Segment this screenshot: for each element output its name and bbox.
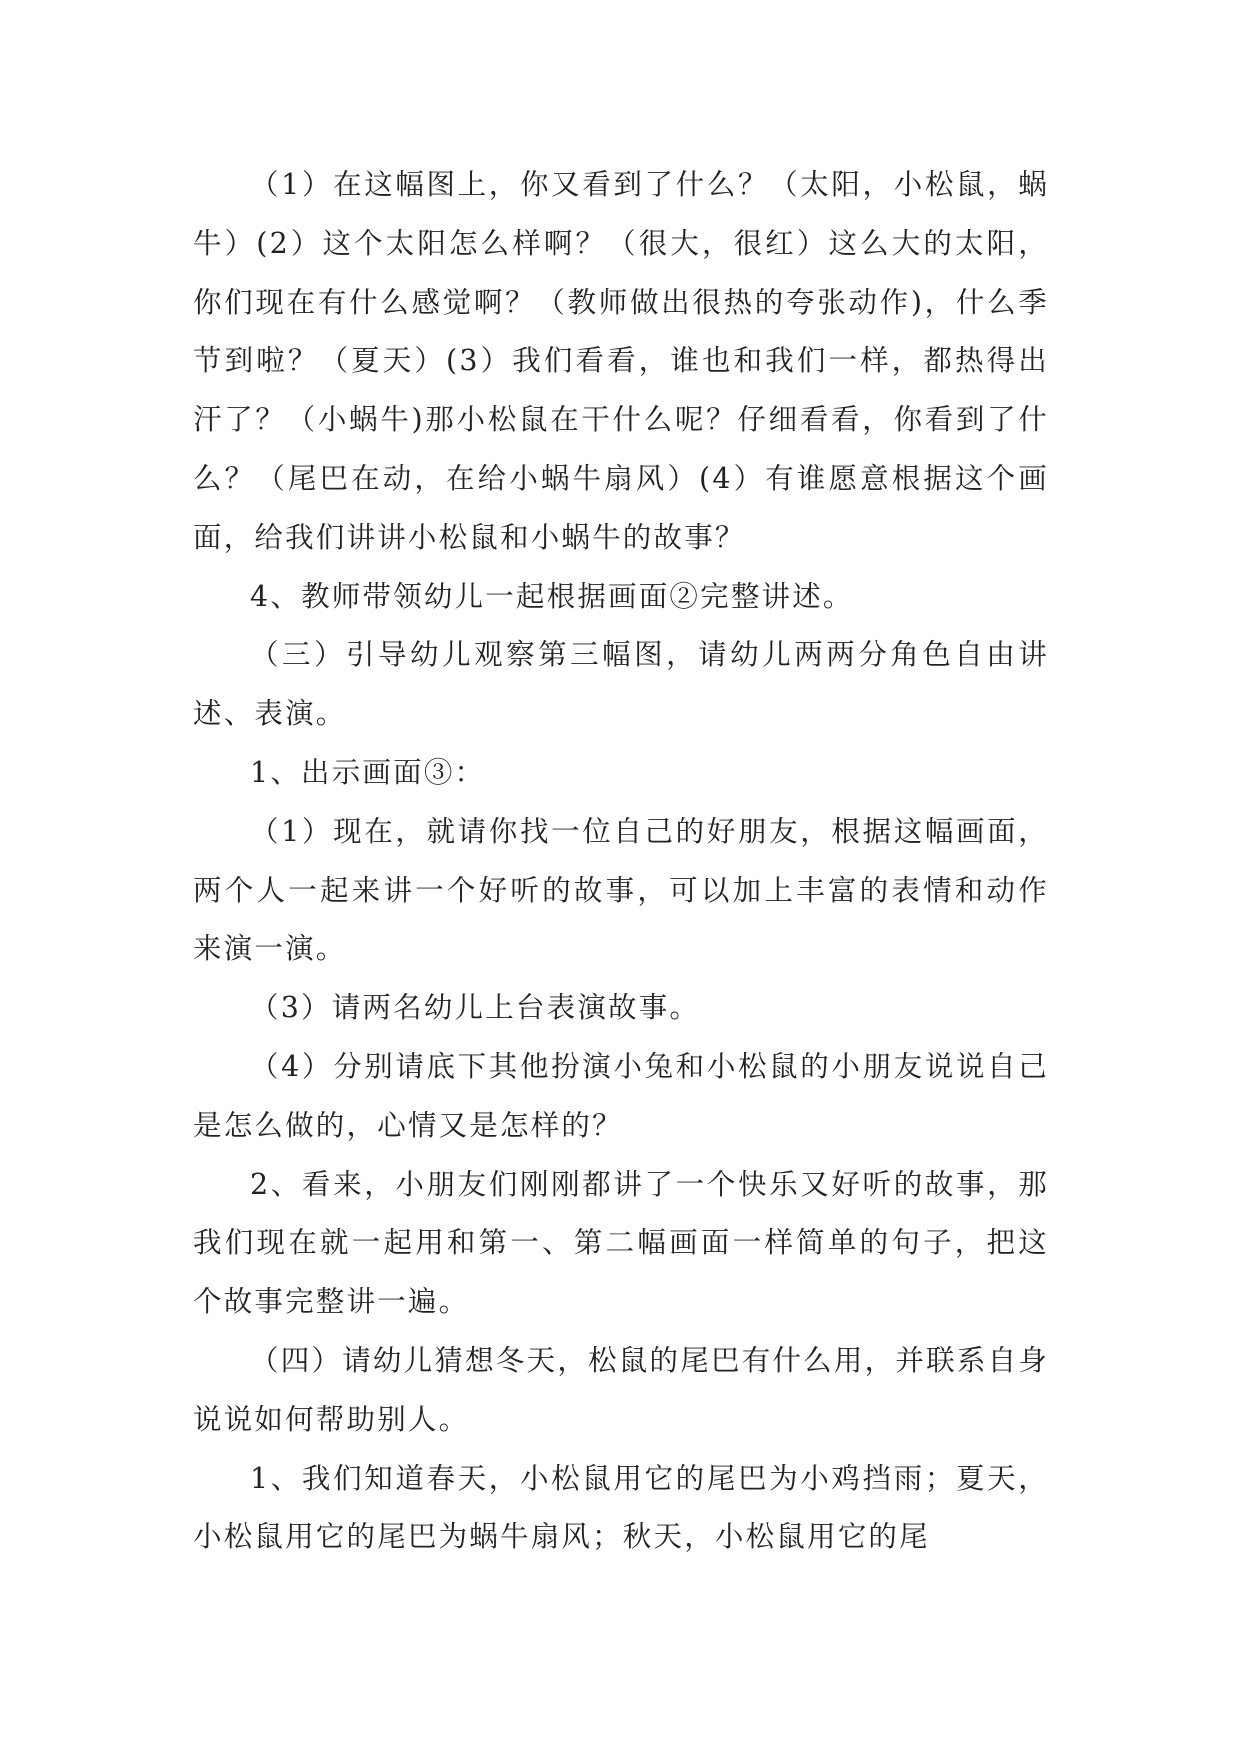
paragraph-1: （1）在这幅图上，你又看到了什么？（太阳，小松鼠，蜗牛）(2）这个太阳怎么样啊？（很大，很红）这么大的太阳，你们现在有什么感觉啊？（教师做出很热的夸张动作)，什么季节到啦？（夏天）(3）我们看看，谁也和我们一样，都热得出汗了？（小蜗牛)那小松鼠在干什么呢？仔细看看，你看到了什么？（尾巴在动，在给小蜗牛扇风）(4）有谁愿意根据这个画面，给我们讲讲小松鼠和小蜗牛的故事？ bbox=[193, 168, 1049, 554]
paragraph-2: 4、教师带领幼儿一起根据画面②完整讲述。 bbox=[250, 579, 854, 613]
paragraph-3: （三）引导幼儿观察第三幅图，请幼儿两两分角色自由讲述、表演。 bbox=[193, 638, 1049, 731]
paragraph-5: （1）现在，就请你找一位自己的好朋友，根据这幅画面，两个人一起来讲一个好听的故事，可以加上丰富的表情和动作来演一演。 bbox=[193, 814, 1049, 966]
paragraph-10: 1、我们知道春天，小松鼠用它的尾巴为小鸡挡雨；夏天，小松鼠用它的尾巴为蜗牛扇风；秋天，小松鼠用它的尾 bbox=[193, 1461, 1049, 1554]
paragraph-4: 1、出示画面③： bbox=[250, 755, 486, 789]
paragraph-7: （4）分别请底下其他扮演小兔和小松鼠的小朋友说说自己是怎么做的，心情又是怎样的？ bbox=[193, 1049, 1049, 1142]
paragraph-6: （3）请两名幼儿上台表演故事。 bbox=[250, 991, 701, 1025]
document-page bbox=[193, 156, 1049, 1567]
paragraph-8: 2、看来，小朋友们刚刚都讲了一个快乐又好听的故事，那我们现在就一起用和第一、第二幅画面一样简单的句子，把这个故事完整讲一遍。 bbox=[193, 1167, 1049, 1319]
paragraph-9: （四）请幼儿猜想冬天，松鼠的尾巴有什么用，并联系自身说说如何帮助别人。 bbox=[193, 1343, 1049, 1436]
